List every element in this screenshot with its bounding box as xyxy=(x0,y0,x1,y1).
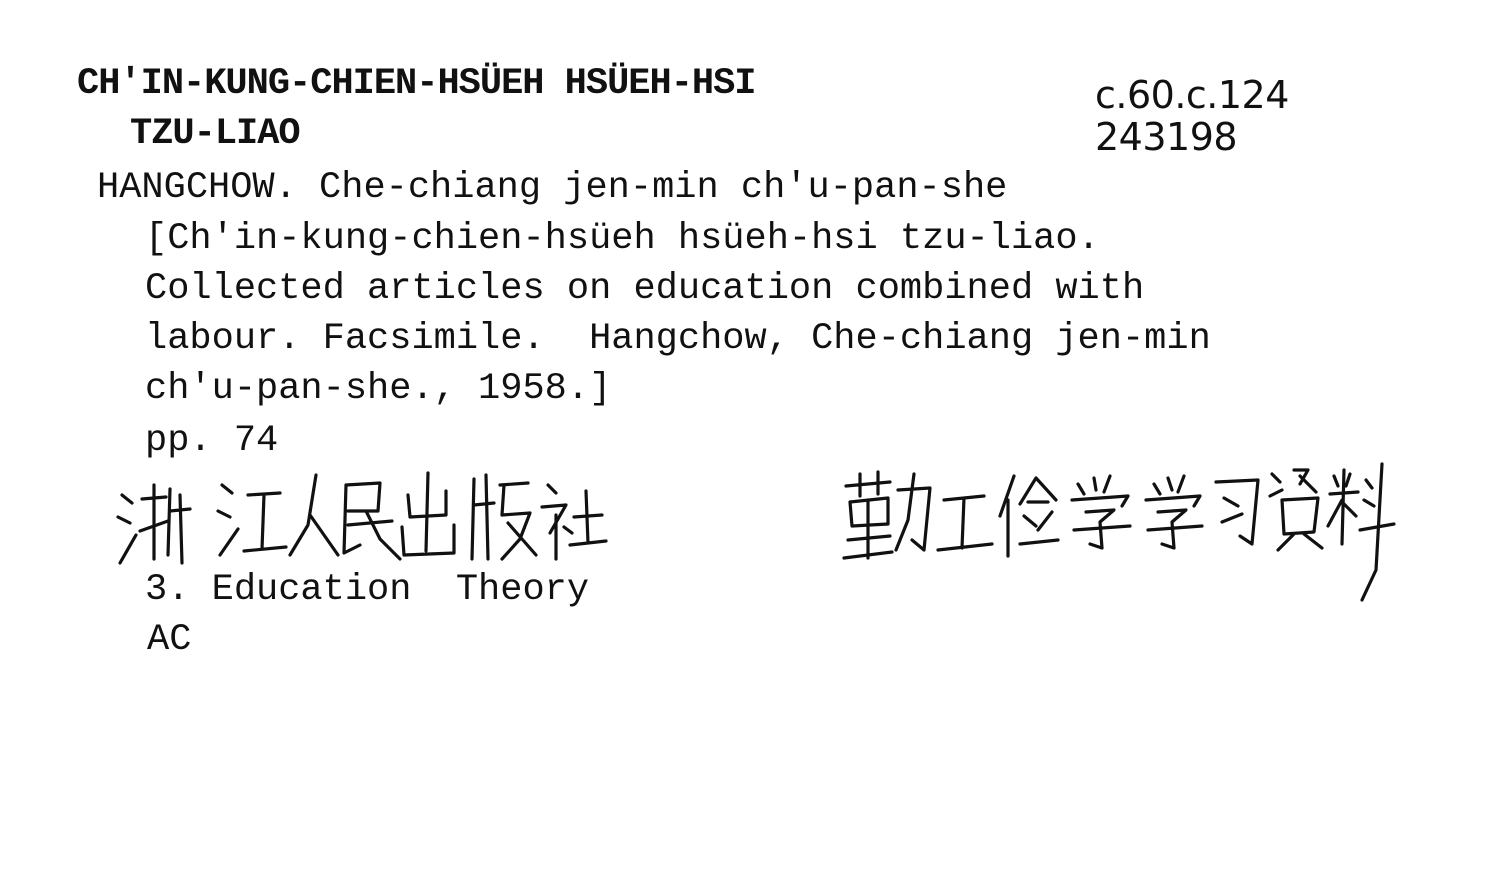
heading-line-1: CH'IN-KUNG-CHIEN-HSÜEH HSÜEH-HSI xyxy=(77,63,756,105)
heading-line-2: TZU-LIAO xyxy=(130,113,300,155)
body-line: Collected articles on education combined with xyxy=(145,268,1145,310)
handwritten-publisher-signature xyxy=(110,455,610,575)
imprint-line: HANGCHOW. Che-chiang jen-min ch'u-pan-she xyxy=(97,167,1008,209)
body-line: [Ch'in-kung-chien-hsüeh hsüeh-hsi tzu-liao. xyxy=(145,218,1100,260)
subject-heading: 3. Education Theory xyxy=(145,569,590,611)
pagination: pp. 74 xyxy=(145,420,279,462)
shelfmark: c.60.c.124 xyxy=(1095,73,1289,117)
body-line: labour. Facsimile. Hangchow, Che-chiang jen-min xyxy=(145,318,1211,360)
cataloguer-initials: AC xyxy=(147,619,192,661)
handwritten-title-signature xyxy=(838,440,1398,605)
accession-number: 243198 xyxy=(1095,115,1238,159)
body-line: ch'u-pan-she., 1958.] xyxy=(145,368,612,410)
